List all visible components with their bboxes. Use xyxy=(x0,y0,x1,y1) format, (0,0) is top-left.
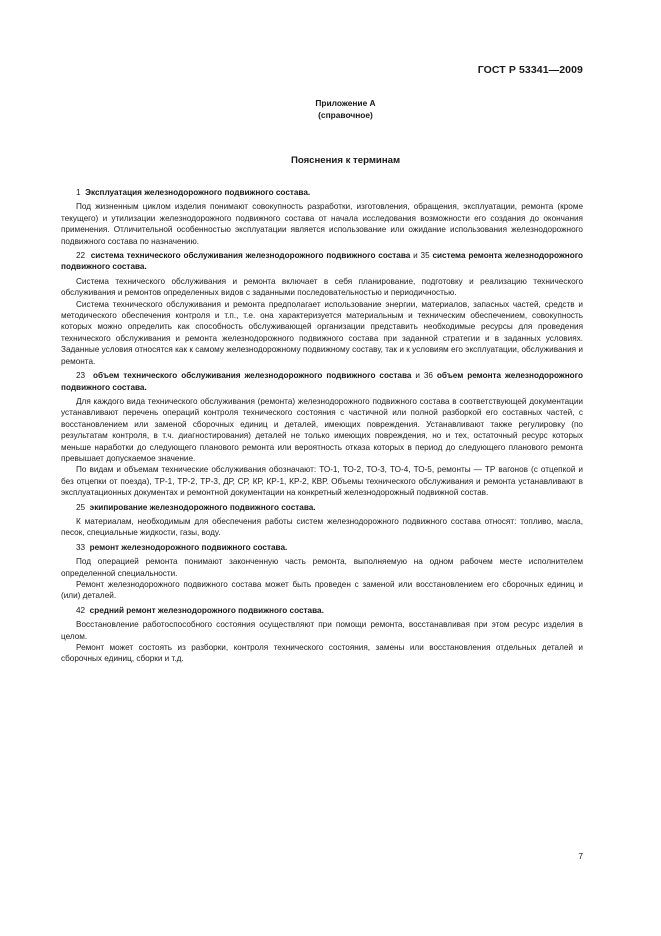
term-name: средний ремонт железнодорожного подвижного состава. xyxy=(89,605,324,615)
appendix-subtitle: (справочное) xyxy=(318,110,373,120)
section-title: Пояснения к терминам xyxy=(290,155,401,166)
explanation-paragraph: Система технического обслуживания и ремонта включает в себя планирование, подготовку и реализацию технического обслуживания и ремонтов определенных видов с заданными последовательностью и периодичностью. xyxy=(61,276,583,298)
term-entry xyxy=(61,502,583,539)
term-name: Эксплуатация железнодорожного подвижного состава. xyxy=(85,188,311,197)
term-name: ремонт железнодорожного подвижного состава. xyxy=(89,542,288,552)
term-heading xyxy=(61,542,583,553)
term-entry xyxy=(61,605,583,665)
document-body xyxy=(61,187,583,665)
explanation-paragraph: По видам и объемам технические обслуживания обозначают: ТО-1, ТО-2, ТО-3, ТО-4, ТО-5, ремонты — ТР вагонов (с отцепкой и без отцепки от поезда), ТР-1, ТР-2, ТР-3, ДР, СР, КР, КР-1, КР-2, КВР. Объемы технического обслуживания и ремонта устанавливают в эксплуатационных документах и ремонтной документации на конкретный железнодорожный подвижной состав. xyxy=(61,465,583,498)
term-heading xyxy=(61,187,583,198)
term-name-2: объем ремонта железнодорожного подвижного состава. xyxy=(61,371,583,392)
term-number: 23 xyxy=(76,371,86,381)
term-name: экипирование железнодорожного подвижного состава. xyxy=(89,502,316,512)
term-name-2: система ремонта железнодорожного подвижного состава. xyxy=(61,251,583,272)
term-number: 1 xyxy=(76,188,81,197)
explanation-paragraph: Под жизненным циклом изделия понимают совокупность разработки, изготовления, обращения, эксплуатации, ремонта (кроме текущего) и утилизации железнодорожного подвижного состава от начала исследования возможности его создания до окончания применения. Отличительной особенностью эксплуатации является использование или ожидание использования железнодорожного подвижного состава по назначению. xyxy=(61,202,583,246)
explanation-paragraph: Ремонт железнодорожного подвижного состава может быть проведен с заменой или восстановлением его сборочных единиц и (или) деталей. xyxy=(61,580,583,601)
term-joiner: и xyxy=(410,251,421,261)
explanation-paragraph: К материалам, необходимым для обеспечения работы систем железнодорожного подвижного состава относят: топливо, масла, песок, специальные жидкости, газы, воду. xyxy=(61,516,583,538)
appendix-heading xyxy=(0,97,661,121)
page-number: 7 xyxy=(578,851,583,861)
term-entry xyxy=(61,250,583,367)
term-heading xyxy=(61,605,583,616)
term-entry xyxy=(61,187,583,247)
term-heading xyxy=(61,250,583,273)
term-number: 33 xyxy=(76,542,86,552)
term-heading xyxy=(61,370,583,393)
explanation-paragraph: Для каждого вида технического обслуживания (ремонта) железнодорожного подвижного состава в соответствующей документации устанавливают перечень операций контроля технического состояния с частичной или полной разборкой его составных частей, с восстановлением или заменой сборочных единиц и деталей, имеющих повреждения. Устанавливают также регулировку (по результатам контроля, в т.ч. диагностирования) деталей не только имеющих повреждения, но и тех, остаточный ресурс которых меньше наработки до следующего планового ремонта или вероятность отказа которых в период до следующего планового ремонта превышает допускаемое значение. xyxy=(61,396,583,463)
appendix-title: Приложение А xyxy=(315,98,376,108)
document-id: ГОСТ Р 53341—2009 xyxy=(477,64,583,76)
term-number-2: 36 xyxy=(423,371,433,381)
explanation-paragraph: Ремонт может состоять из разборки, контроля технического состояния, замены или восстановления отдельных деталей и сборочных единиц, сборки и т.д. xyxy=(61,643,583,664)
explanation-paragraph: Под операцией ремонта понимают законченную часть ремонта, выполняемую на одном рабочем месте исполнителем определенной специальности. xyxy=(61,557,583,578)
term-number: 42 xyxy=(76,605,86,615)
term-entry xyxy=(61,542,583,602)
term-entry xyxy=(61,370,583,498)
term-number: 22 xyxy=(76,251,86,261)
term-heading xyxy=(61,502,583,513)
term-number-2: 35 xyxy=(420,251,430,261)
term-name: объем технического обслуживания железнодорожного подвижного состава xyxy=(92,371,412,381)
term-joiner: и xyxy=(411,371,424,381)
term-name: система технического обслуживания железнодорожного подвижного состава xyxy=(90,251,411,261)
explanation-paragraph: Восстановление работоспособного состояния осуществляют при помощи ремонта, восстанавливая при этом ресурс изделия в целом. xyxy=(61,620,583,641)
explanation-paragraph: Система технического обслуживания и ремонта предполагает использование энергии, материалов, запасных частей, средств и методического обеспечения контроля и т.п., т.е. она характеризуется материальным и техническим обеспечением, совокупность которых можно определить как способность обслуживающей организации представить необходимые ресурсы для проведения технического обслуживания и ремонта железнодорожного подвижного состава при заданной стратегии и в заданных условиях. Заданные условия относятся как к самому железнодорожному подвижному составу, так и к условиям его эксплуатации, обслуживания и ремонта. xyxy=(61,299,583,366)
term-number: 25 xyxy=(76,502,86,512)
